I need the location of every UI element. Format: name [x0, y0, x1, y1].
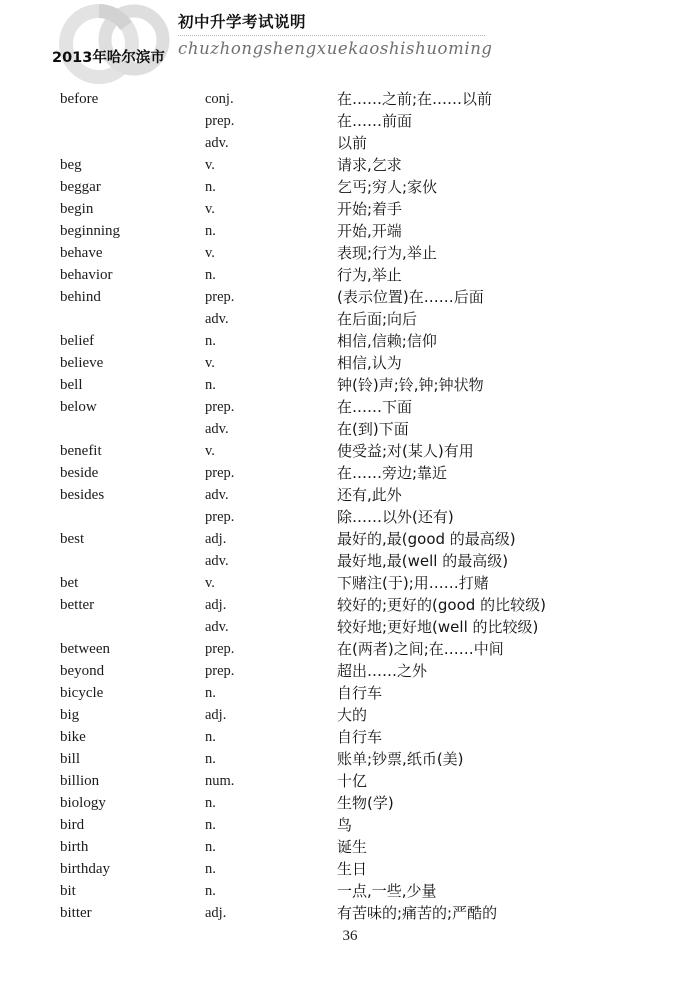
definition-text: 自行车 — [337, 728, 383, 746]
part-of-speech-text: adv. — [205, 135, 229, 151]
word-text: begin — [60, 201, 94, 217]
vocabulary-row — [0, 308, 700, 330]
part-of-speech-text: prep. — [205, 289, 235, 305]
word-text: behavior — [60, 267, 113, 283]
part-of-speech-text: adv. — [205, 619, 229, 635]
part-of-speech-text: prep. — [205, 663, 235, 679]
vocabulary-row — [0, 484, 700, 506]
definition-text: 较好地;更好地(well 的比较级) — [337, 618, 539, 636]
definition-text: 开始,开端 — [337, 222, 402, 240]
definition-text: 账单;钞票,纸币(美) — [337, 750, 464, 768]
definition-text: 在……前面 — [337, 112, 413, 130]
definition-text: 开始;着手 — [337, 200, 403, 218]
definition-text: 乞丐;穷人;家伙 — [337, 178, 438, 196]
definition-text: 有苦味的;痛苦的;严酷的 — [337, 904, 498, 922]
word-text: belief — [60, 333, 95, 349]
definition-text: 在……旁边;靠近 — [337, 464, 448, 482]
word-text: before — [60, 91, 99, 107]
part-of-speech-text: adj. — [205, 707, 227, 723]
definition-text: (表示位置)在……后面 — [337, 288, 484, 306]
vocabulary-row — [0, 572, 700, 594]
word-text: beside — [60, 465, 99, 481]
definition-text: 相信,认为 — [337, 354, 402, 372]
word-text: between — [60, 641, 110, 657]
vocabulary-row — [0, 902, 700, 924]
definition-text: 较好的;更好的(good 的比较级) — [337, 596, 546, 614]
definition-text: 在(到)下面 — [337, 420, 409, 438]
part-of-speech-text: prep. — [205, 641, 235, 657]
header-divider — [178, 35, 485, 36]
part-of-speech-text: prep. — [205, 399, 235, 415]
word-text: beginning — [60, 223, 120, 239]
vocabulary-row — [0, 374, 700, 396]
vocabulary-row — [0, 264, 700, 286]
vocabulary-row — [0, 792, 700, 814]
part-of-speech-text: n. — [205, 883, 216, 899]
word-text: bitter — [60, 905, 92, 921]
part-of-speech-text: n. — [205, 223, 216, 239]
part-of-speech-text: adv. — [205, 311, 229, 327]
definition-text: 在……之前;在……以前 — [337, 90, 493, 108]
definition-text: 一点,一些,少量 — [337, 882, 437, 900]
part-of-speech-text: adj. — [205, 597, 227, 613]
part-of-speech-text: num. — [205, 773, 235, 789]
definition-text: 最好的,最(good 的最高级) — [337, 530, 516, 548]
word-text: bit — [60, 883, 76, 899]
vocabulary-row — [0, 198, 700, 220]
vocabulary-row — [0, 616, 700, 638]
definition-text: 最好地,最(well 的最高级) — [337, 552, 509, 570]
vocabulary-row — [0, 462, 700, 484]
part-of-speech-text: v. — [205, 201, 215, 217]
definition-text: 除……以外(还有) — [337, 508, 454, 526]
part-of-speech-text: adv. — [205, 421, 229, 437]
word-text: beg — [60, 157, 82, 173]
word-text: bird — [60, 817, 85, 833]
word-text: bicycle — [60, 685, 104, 701]
vocabulary-row — [0, 594, 700, 616]
vocabulary-row — [0, 814, 700, 836]
part-of-speech-text: n. — [205, 267, 216, 283]
vocabulary-row — [0, 726, 700, 748]
vocabulary-row — [0, 220, 700, 242]
word-text: birth — [60, 839, 89, 855]
part-of-speech-text: prep. — [205, 509, 235, 525]
vocabulary-row — [0, 748, 700, 770]
part-of-speech-text: n. — [205, 817, 216, 833]
vocabulary-row — [0, 396, 700, 418]
definition-text: 在后面;向后 — [337, 310, 418, 328]
vocabulary-list — [0, 88, 700, 924]
word-text: birthday — [60, 861, 110, 877]
definition-text: 十亿 — [337, 772, 368, 790]
word-text: bike — [60, 729, 86, 745]
vocabulary-row — [0, 770, 700, 792]
word-text: beggar — [60, 179, 101, 195]
vocabulary-row — [0, 88, 700, 110]
vocabulary-row — [0, 418, 700, 440]
definition-text: 还有,此外 — [337, 486, 402, 504]
definition-text: 超出……之外 — [337, 662, 428, 680]
vocabulary-row — [0, 110, 700, 132]
part-of-speech-text: n. — [205, 333, 216, 349]
definition-text: 生物(学) — [337, 794, 394, 812]
part-of-speech-text: n. — [205, 795, 216, 811]
page-title-pinyin: chuzhongshengxuekaoshishuoming — [178, 39, 493, 58]
part-of-speech-text: adv. — [205, 553, 229, 569]
definition-text: 使受益;对(某人)有用 — [337, 442, 474, 460]
part-of-speech-text: n. — [205, 751, 216, 767]
vocabulary-row — [0, 638, 700, 660]
vocabulary-row — [0, 550, 700, 572]
definition-text: 表现;行为,举止 — [337, 244, 437, 262]
part-of-speech-text: adj. — [205, 905, 227, 921]
definition-text: 以前 — [337, 134, 368, 152]
part-of-speech-text: adv. — [205, 487, 229, 503]
definition-text: 在(两者)之间;在……中间 — [337, 640, 504, 658]
part-of-speech-text: prep. — [205, 113, 235, 129]
definition-text: 钟(铃)声;铃,钟;钟状物 — [337, 376, 484, 394]
vocabulary-row — [0, 132, 700, 154]
definition-text: 诞生 — [337, 838, 368, 856]
vocabulary-row — [0, 440, 700, 462]
page-title: 初中升学考试说明 — [178, 13, 307, 31]
definition-text: 生日 — [337, 860, 368, 878]
word-text: believe — [60, 355, 104, 371]
part-of-speech-text: v. — [205, 575, 215, 591]
page-number: 36 — [342, 928, 358, 944]
word-text: bet — [60, 575, 79, 591]
definition-text: 大的 — [337, 706, 368, 724]
word-text: biology — [60, 795, 106, 811]
vocabulary-row — [0, 242, 700, 264]
word-text: better — [60, 597, 95, 613]
part-of-speech-text: n. — [205, 179, 216, 195]
part-of-speech-text: prep. — [205, 465, 235, 481]
vocabulary-row — [0, 176, 700, 198]
part-of-speech-text: v. — [205, 355, 215, 371]
word-text: bill — [60, 751, 81, 767]
publisher-year-label: 2013年哈尔滨市 — [52, 50, 165, 66]
part-of-speech-text: n. — [205, 729, 216, 745]
part-of-speech-text: adj. — [205, 531, 227, 547]
word-text: best — [60, 531, 85, 547]
header-title-block — [178, 12, 598, 58]
part-of-speech-text: v. — [205, 443, 215, 459]
vocabulary-row — [0, 836, 700, 858]
vocabulary-row — [0, 352, 700, 374]
definition-text: 相信,信赖;信仰 — [337, 332, 437, 350]
part-of-speech-text: v. — [205, 245, 215, 261]
word-text: behave — [60, 245, 103, 261]
word-text: below — [60, 399, 97, 415]
definition-text: 在……下面 — [337, 398, 413, 416]
definition-text: 下赌注(于);用……打赌 — [337, 574, 489, 592]
vocabulary-row — [0, 682, 700, 704]
page-header — [0, 0, 700, 86]
vocabulary-row — [0, 660, 700, 682]
vocabulary-row — [0, 506, 700, 528]
part-of-speech-text: conj. — [205, 91, 234, 107]
word-text: bell — [60, 377, 83, 393]
definition-text: 自行车 — [337, 684, 383, 702]
part-of-speech-text: n. — [205, 861, 216, 877]
definition-text: 行为,举止 — [337, 266, 402, 284]
vocabulary-row — [0, 880, 700, 902]
vocabulary-row — [0, 330, 700, 352]
vocabulary-row — [0, 704, 700, 726]
vocabulary-row — [0, 858, 700, 880]
word-text: beyond — [60, 663, 105, 679]
part-of-speech-text: n. — [205, 839, 216, 855]
vocabulary-row — [0, 154, 700, 176]
word-text: billion — [60, 773, 100, 789]
word-text: behind — [60, 289, 101, 305]
word-text: besides — [60, 487, 105, 503]
part-of-speech-text: n. — [205, 377, 216, 393]
definition-text: 请求,乞求 — [337, 156, 402, 174]
part-of-speech-text: v. — [205, 157, 215, 173]
definition-text: 鸟 — [337, 816, 353, 834]
word-text: benefit — [60, 443, 102, 459]
part-of-speech-text: n. — [205, 685, 216, 701]
vocabulary-row — [0, 528, 700, 550]
vocabulary-row — [0, 286, 700, 308]
word-text: big — [60, 707, 80, 723]
